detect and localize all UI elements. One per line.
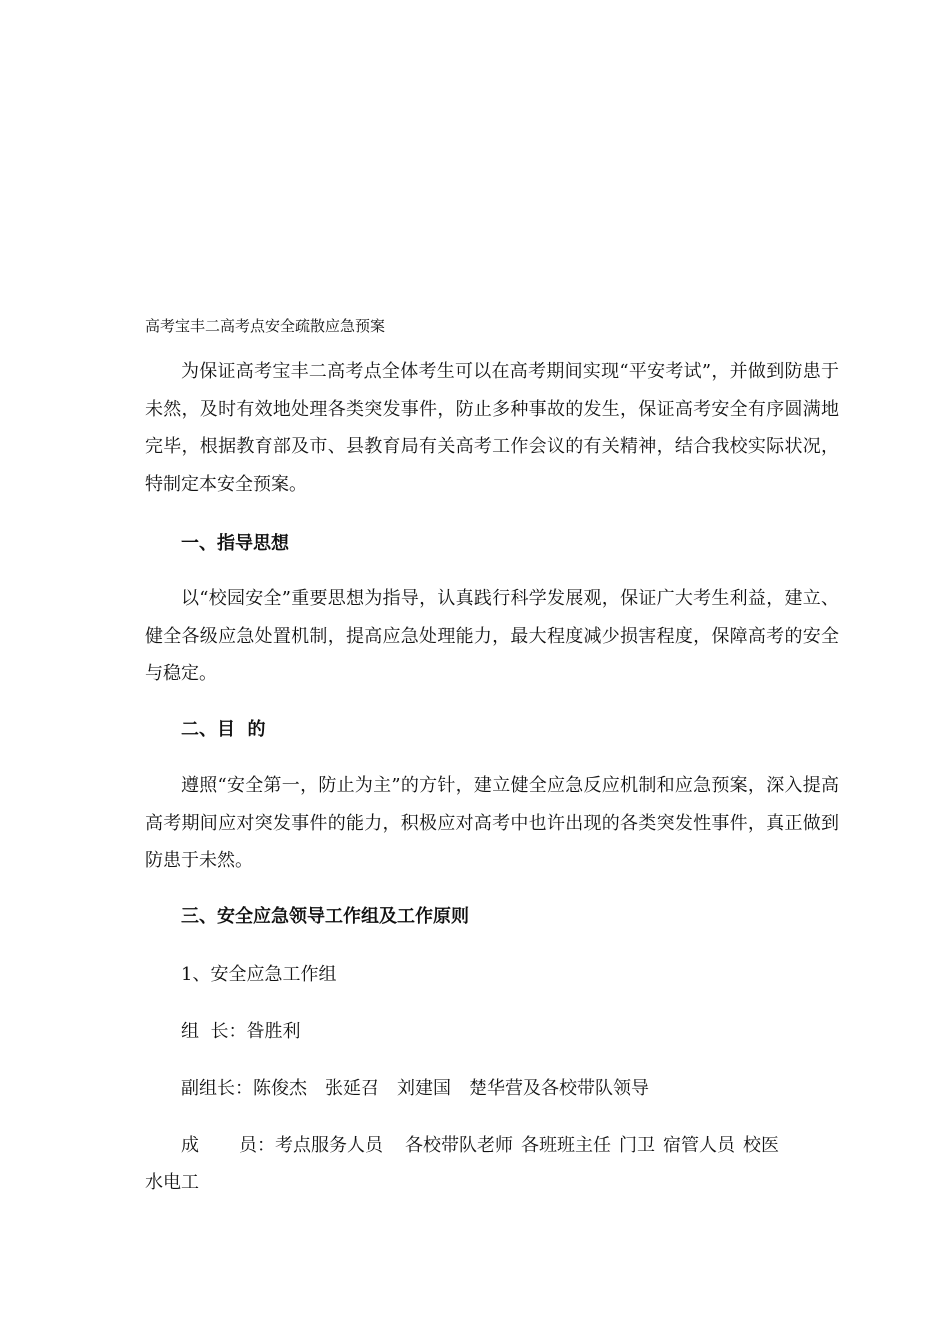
deputy-name: 楚华营及各校带队领导 (469, 1078, 649, 1099)
members-line (181, 1131, 779, 1161)
section-body-guiding-ideology: 以“校园安全”重要思想为指导，认真践行科学发展观，保证广大考生利益，建立、健全各级应急处置机制，提高应急处理能力，最大程度减少损害程度，保障高考的安全与稳定。 (145, 588, 839, 684)
deputy-name: 张延召 (325, 1078, 379, 1099)
leader-name: 昝胜利 (246, 1021, 301, 1042)
leader-label: 组 长： (181, 1021, 247, 1042)
member-item: 各校带队老师 (405, 1135, 513, 1156)
intro-paragraph: 为保证高考宝丰二高考点全体考生可以在高考期间实现“平安考试”，并做到防患于未然，及时有效地处理各类突发事件，防止多种事故的发生，保证高考安全有序圆满地完毕，根据教育部及市、县教育局有关高考工作会议的有关精神，结合我校实际状况，特制定本安全预案。 (145, 361, 839, 495)
members-line-continued: 水电工 (145, 1172, 199, 1193)
member-item: 宿管人员 (663, 1135, 735, 1156)
member-item: 门卫 (619, 1135, 655, 1156)
member-item: 考点服务人员 (275, 1135, 383, 1156)
members-label-second: 员： (239, 1135, 275, 1156)
member-item: 校医 (743, 1135, 779, 1156)
leader-line (181, 1017, 300, 1047)
deputy-line (181, 1074, 649, 1104)
deputy-name: 陈俊杰 (253, 1078, 307, 1099)
section-heading-guiding-ideology: 一、指导思想 (181, 533, 289, 554)
section-heading-purpose (181, 715, 266, 745)
members-label-first: 成 (181, 1135, 199, 1156)
deputy-name: 刘建国 (397, 1078, 451, 1099)
deputy-label: 副组长： (181, 1078, 253, 1099)
section-body-purpose: 遵照“安全第一，防止为主”的方针，建立健全应急反应机制和应急预案，深入提高高考期间应对突发事件的能力，积极应对高考中也许出现的各类突发性事件，真正做到防患于未然。 (145, 775, 839, 871)
document-title: 高考宝丰二高考点安全疏散应急预案 (145, 317, 386, 335)
member-item: 各班班主任 (521, 1135, 611, 1156)
section-heading-leadership-group: 三、安全应急领导工作组及工作原则 (181, 906, 469, 927)
section-heading-purpose-text: 二、目 的 (181, 719, 266, 740)
subheading-emergency-group: 1、安全应急工作组 (181, 964, 337, 985)
